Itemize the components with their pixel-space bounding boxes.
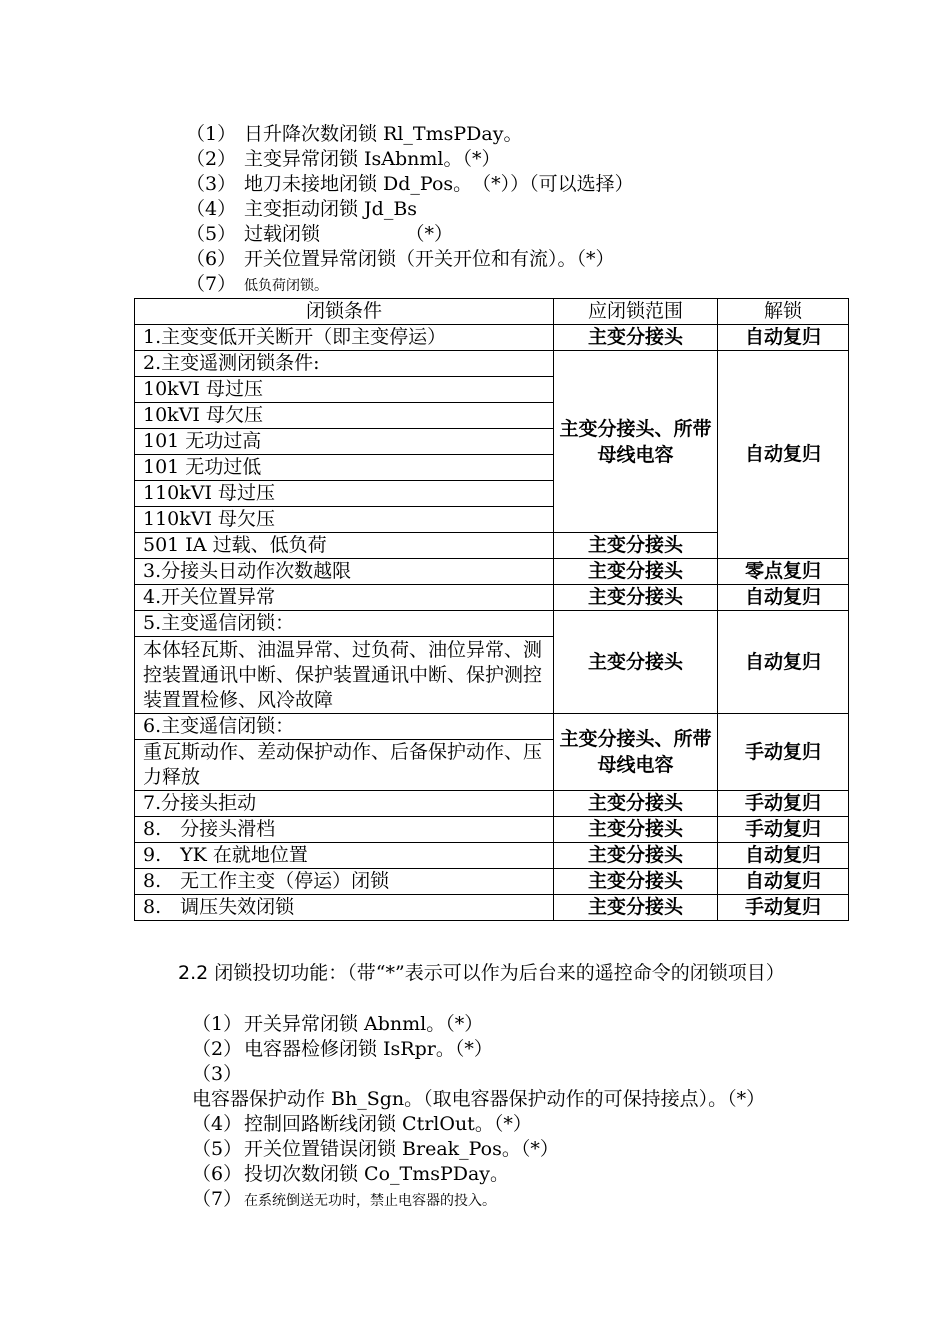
- table-row: [135, 351, 849, 377]
- unlock-cell: 自动复归: [718, 611, 849, 714]
- table-row: [135, 895, 849, 921]
- list-item: （2） 电容器检修闭锁 IsRpr。（*）: [192, 1038, 493, 1060]
- condition-detail-cell: 重瓦斯动作、差动保护动作、后备保护动作、压力释放: [135, 740, 554, 791]
- list-item: （3）电容器保护动作 Bh_Sgn。（取电容器保护动作的可保持接点）。（*）: [192, 1063, 766, 1110]
- condition-cell: 1.主变变低开关断开（即主变停运）: [135, 325, 554, 351]
- table-row: [135, 869, 849, 895]
- list-item: （5） 过载闭锁 （*）: [186, 223, 454, 245]
- scope-cell: 主变分接头、所带母线电容: [554, 351, 718, 533]
- unlock-cell: 自动复归: [718, 325, 849, 351]
- condition-cell: 110kVI 母欠压: [135, 507, 554, 533]
- unlock-cell: 自动复归: [718, 843, 849, 869]
- scope-cell: 主变分接头: [554, 869, 718, 895]
- section-heading: [178, 950, 818, 996]
- scope-cell: 主变分接头: [554, 533, 718, 559]
- table-row: [135, 791, 849, 817]
- unlock-cell: 手动复归: [718, 817, 849, 843]
- column-header: 解锁: [718, 299, 849, 325]
- condition-cell: 8. 无工作主变（停运）闭锁: [135, 869, 554, 895]
- list-item: （7） 在系统倒送无功时，禁止电容器的投入。: [192, 1188, 496, 1210]
- scope-cell: 主变分接头、所带母线电容: [554, 714, 718, 791]
- condition-cell: 9. YK 在就地位置: [135, 843, 554, 869]
- list-item: （3） 地刀未接地闭锁 Dd_Pos。 （*））（可以选择）: [186, 173, 634, 195]
- list-item: （1） 开关异常闭锁 Abnml。（*）: [192, 1013, 484, 1035]
- table-row: [135, 585, 849, 611]
- condition-cell: 110kVI 母过压: [135, 481, 554, 507]
- column-header: 闭锁条件: [135, 299, 554, 325]
- list-item: （5） 开关位置错误闭锁 Break_Pos。（*）: [192, 1138, 559, 1160]
- lock-table: [134, 298, 849, 921]
- condition-cell: 101 无功过高: [135, 429, 554, 455]
- table-row: [135, 817, 849, 843]
- list-item: （4） 控制回路断线闭锁 CtrlOut。（*）: [192, 1113, 532, 1135]
- unlock-cell: 手动复归: [718, 714, 849, 791]
- scope-cell: 主变分接头: [554, 559, 718, 585]
- switching-lock-list: [192, 1012, 812, 1212]
- table-row: [135, 559, 849, 585]
- table-row: [135, 714, 849, 740]
- condition-cell: 10kVI 母过压: [135, 377, 554, 403]
- condition-cell: 3.分接头日动作次数越限: [135, 559, 554, 585]
- scope-cell: 主变分接头: [554, 817, 718, 843]
- scope-cell: 主变分接头: [554, 611, 718, 714]
- list-item: （4） 主变拒动闭锁 Jd_Bs: [186, 198, 418, 220]
- table-row: [135, 325, 849, 351]
- unlock-cell: 零点复归: [718, 559, 849, 585]
- condition-cell: 7.分接头拒动: [135, 791, 554, 817]
- list-item: （6） 开关位置异常闭锁（开关开位和有流）。（*）: [186, 248, 615, 270]
- condition-cell: 101 无功过低: [135, 455, 554, 481]
- condition-cell: 6.主变遥信闭锁：: [135, 714, 554, 740]
- condition-cell: 4.开关位置异常: [135, 585, 554, 611]
- condition-cell: 501 IA 过载、低负荷: [135, 533, 554, 559]
- unlock-cell: 自动复归: [718, 351, 849, 559]
- list-item: （7） 低负荷闭锁。: [186, 273, 328, 295]
- scope-cell: 主变分接头: [554, 585, 718, 611]
- column-header: 应闭锁范围: [554, 299, 718, 325]
- section-title: 闭锁投切功能：（带“*”表示可以作为后台来的遥控命令的闭锁项目）: [214, 962, 785, 984]
- condition-cell: 10kVI 母欠压: [135, 403, 554, 429]
- section-number: 2.2: [178, 962, 209, 984]
- scope-cell: 主变分接头: [554, 843, 718, 869]
- condition-detail-cell: 本体轻瓦斯、油温异常、过负荷、油位异常、测控装置通讯中断、保护装置通讯中断、保护测控装置置检修、风冷故障: [135, 637, 554, 714]
- unlock-cell: 手动复归: [718, 895, 849, 921]
- table-row: [135, 843, 849, 869]
- scope-cell: 主变分接头: [554, 791, 718, 817]
- table-header-row: [135, 299, 849, 325]
- condition-cell: 2.主变遥测闭锁条件:: [135, 351, 554, 377]
- condition-cell: 5.主变遥信闭锁：: [135, 611, 554, 637]
- list-item: （6） 投切次数闭锁 Co_TmsPDay。: [192, 1163, 510, 1185]
- list-item: （2） 主变异常闭锁 IsAbnml。（*）: [186, 148, 501, 170]
- scope-cell: 主变分接头: [554, 895, 718, 921]
- table-row: [135, 611, 849, 637]
- lock-condition-list: [186, 122, 634, 297]
- list-item: （1） 日升降次数闭锁 Rl_TmsPDay。: [186, 123, 523, 145]
- unlock-cell: 自动复归: [718, 585, 849, 611]
- unlock-cell: 手动复归: [718, 791, 849, 817]
- condition-cell: 8. 调压失效闭锁: [135, 895, 554, 921]
- condition-cell: 8. 分接头滑档: [135, 817, 554, 843]
- unlock-cell: 自动复归: [718, 869, 849, 895]
- scope-cell: 主变分接头: [554, 325, 718, 351]
